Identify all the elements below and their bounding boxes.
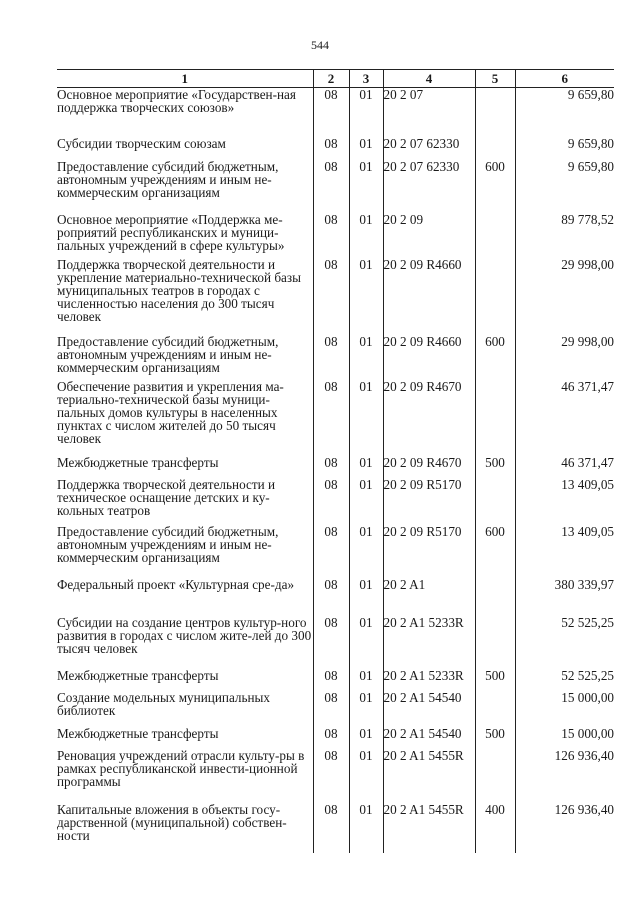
table-row: [57, 525, 614, 578]
table-row: [57, 691, 614, 727]
row-amount: 15 000,00: [515, 691, 614, 727]
row-subsection: 01: [349, 727, 383, 749]
row-expense-type: [475, 137, 515, 160]
row-subsection: 01: [349, 380, 383, 456]
row-subsection: 01: [349, 335, 383, 380]
table-row: [57, 727, 614, 749]
row-amount: 52 525,25: [515, 616, 614, 669]
row-section: 08: [313, 380, 349, 456]
table-row: [57, 456, 614, 478]
row-section: 08: [313, 691, 349, 727]
row-target-item: 20 2 09 R5170: [383, 478, 475, 525]
row-name: Капитальные вложения в объекты госу-дарственной (муниципальной) собствен-ности: [57, 802, 287, 843]
row-expense-type: 600: [475, 335, 515, 380]
row-name: Обеспечение развития и укрепления ма-териально-технической базы муници-пальных домов культуры в населенных пунктах с числом жителей до 50 тысяч человек: [57, 379, 284, 446]
row-amount: 9 659,80: [515, 137, 614, 160]
row-section: 08: [313, 478, 349, 525]
row-name: Основное мероприятие «Государствен-ная поддержка творческих союзов»: [57, 87, 296, 115]
row-name: Предоставление субсидий бюджетным, автономным учреждениям и иным не-коммерческим организациям: [57, 524, 279, 565]
row-amount: 380 339,97: [515, 578, 614, 616]
row-subsection: 01: [349, 88, 383, 137]
row-amount: 9 659,80: [515, 88, 614, 137]
row-expense-type: 500: [475, 669, 515, 691]
row-subsection: 01: [349, 213, 383, 258]
row-name: Межбюджетные трансферты: [57, 455, 219, 470]
row-amount: 13 409,05: [515, 478, 614, 525]
table-row: [57, 335, 614, 380]
row-target-item: 20 2 07 62330: [383, 137, 475, 160]
row-name: Основное мероприятие «Поддержка ме-роприятий республиканских и муници-пальных учреждений в сфере культуры»: [57, 212, 285, 253]
row-target-item: 20 2 09 R4670: [383, 456, 475, 478]
row-target-item: 20 2 A1 5455R: [383, 749, 475, 803]
row-name: Федеральный проект «Культурная сре-да»: [57, 577, 295, 592]
table-row: [57, 137, 614, 160]
row-expense-type: [475, 478, 515, 525]
row-name: Субсидии творческим союзам: [57, 136, 226, 151]
row-expense-type: [475, 691, 515, 727]
row-amount: 46 371,47: [515, 380, 614, 456]
column-header-target-item: 4: [383, 70, 475, 88]
row-subsection: 01: [349, 478, 383, 525]
row-amount: 126 936,40: [515, 749, 614, 803]
column-header-subsection: 3: [349, 70, 383, 88]
row-name: Реновация учреждений отрасли культу-ры в рамках республиканской инвести-ционной программы: [57, 748, 305, 789]
row-expense-type: 400: [475, 803, 515, 853]
table-row: [57, 380, 614, 456]
row-section: 08: [313, 525, 349, 578]
column-header-section: 2: [313, 70, 349, 88]
row-section: 08: [313, 616, 349, 669]
row-section: 08: [313, 258, 349, 335]
row-expense-type: 600: [475, 160, 515, 213]
row-amount: 15 000,00: [515, 727, 614, 749]
row-target-item: 20 2 A1 5455R: [383, 803, 475, 853]
row-section: 08: [313, 578, 349, 616]
table-row: [57, 88, 614, 137]
row-expense-type: [475, 380, 515, 456]
row-amount: 52 525,25: [515, 669, 614, 691]
row-section: 08: [313, 749, 349, 803]
page-number: 544: [311, 38, 329, 52]
row-section: 08: [313, 727, 349, 749]
row-name: Субсидии на создание центров культур-ного развития в городах с числом жите-лей до 300 тысяч человек: [57, 615, 312, 656]
table-body: [57, 88, 614, 853]
row-name: Межбюджетные трансферты: [57, 726, 219, 741]
row-section: 08: [313, 88, 349, 137]
row-amount: 29 998,00: [515, 258, 614, 335]
column-header-name: 1: [57, 70, 313, 88]
row-amount: 46 371,47: [515, 456, 614, 478]
row-target-item: 20 2 07: [383, 88, 475, 137]
row-section: 08: [313, 160, 349, 213]
row-target-item: 20 2 07 62330: [383, 160, 475, 213]
table-row: [57, 749, 614, 803]
row-section: 08: [313, 669, 349, 691]
row-amount: 9 659,80: [515, 160, 614, 213]
row-expense-type: [475, 616, 515, 669]
row-amount: 126 936,40: [515, 803, 614, 853]
row-subsection: 01: [349, 616, 383, 669]
table-row: [57, 160, 614, 213]
row-name: Межбюджетные трансферты: [57, 668, 219, 683]
table-row: [57, 258, 614, 335]
row-expense-type: [475, 258, 515, 335]
row-target-item: 20 2 09: [383, 213, 475, 258]
row-subsection: 01: [349, 258, 383, 335]
row-section: 08: [313, 456, 349, 478]
row-subsection: 01: [349, 525, 383, 578]
table-row: [57, 669, 614, 691]
row-section: 08: [313, 213, 349, 258]
row-name: Поддержка творческой деятельности и техническое оснащение детских и ку-кольных театров: [57, 477, 276, 518]
row-subsection: 01: [349, 691, 383, 727]
column-header-expense-type: 5: [475, 70, 515, 88]
row-expense-type: [475, 213, 515, 258]
table-row: [57, 478, 614, 525]
row-subsection: 01: [349, 137, 383, 160]
row-expense-type: [475, 88, 515, 137]
row-expense-type: [475, 578, 515, 616]
table-row: [57, 578, 614, 616]
row-target-item: 20 2 09 R4660: [383, 258, 475, 335]
row-subsection: 01: [349, 578, 383, 616]
table-row: [57, 616, 614, 669]
row-section: 08: [313, 803, 349, 853]
row-subsection: 01: [349, 749, 383, 803]
row-expense-type: [475, 749, 515, 803]
row-section: 08: [313, 137, 349, 160]
table-row: [57, 803, 614, 853]
row-name: Создание модельных муниципальных библиотек: [57, 690, 271, 718]
row-target-item: 20 2 A1 5233R: [383, 616, 475, 669]
row-expense-type: 500: [475, 456, 515, 478]
row-name: Предоставление субсидий бюджетным, автономным учреждениям и иным не-коммерческим организациям: [57, 334, 279, 375]
row-amount: 89 778,52: [515, 213, 614, 258]
row-target-item: 20 2 09 R4660: [383, 335, 475, 380]
table-header-row: [57, 70, 614, 88]
row-amount: 29 998,00: [515, 335, 614, 380]
row-target-item: 20 2 A1 54540: [383, 727, 475, 749]
row-name: Предоставление субсидий бюджетным, автономным учреждениям и иным не-коммерческим организациям: [57, 159, 279, 200]
row-subsection: 01: [349, 160, 383, 213]
table-row: [57, 213, 614, 258]
row-target-item: 20 2 A1 5233R: [383, 669, 475, 691]
row-name: Поддержка творческой деятельности и укрепление материально-технической базы муниципальных театров в городах с численностью населения до 300 тысяч человек: [57, 257, 301, 324]
row-expense-type: 600: [475, 525, 515, 578]
row-amount: 13 409,05: [515, 525, 614, 578]
column-header-amount: 6: [515, 70, 614, 88]
row-target-item: 20 2 09 R4670: [383, 380, 475, 456]
row-target-item: 20 2 A1 54540: [383, 691, 475, 727]
row-subsection: 01: [349, 803, 383, 853]
row-expense-type: 500: [475, 727, 515, 749]
row-section: 08: [313, 335, 349, 380]
row-target-item: 20 2 09 R5170: [383, 525, 475, 578]
row-subsection: 01: [349, 669, 383, 691]
row-target-item: 20 2 A1: [383, 578, 475, 616]
budget-table: [57, 69, 614, 853]
row-subsection: 01: [349, 456, 383, 478]
